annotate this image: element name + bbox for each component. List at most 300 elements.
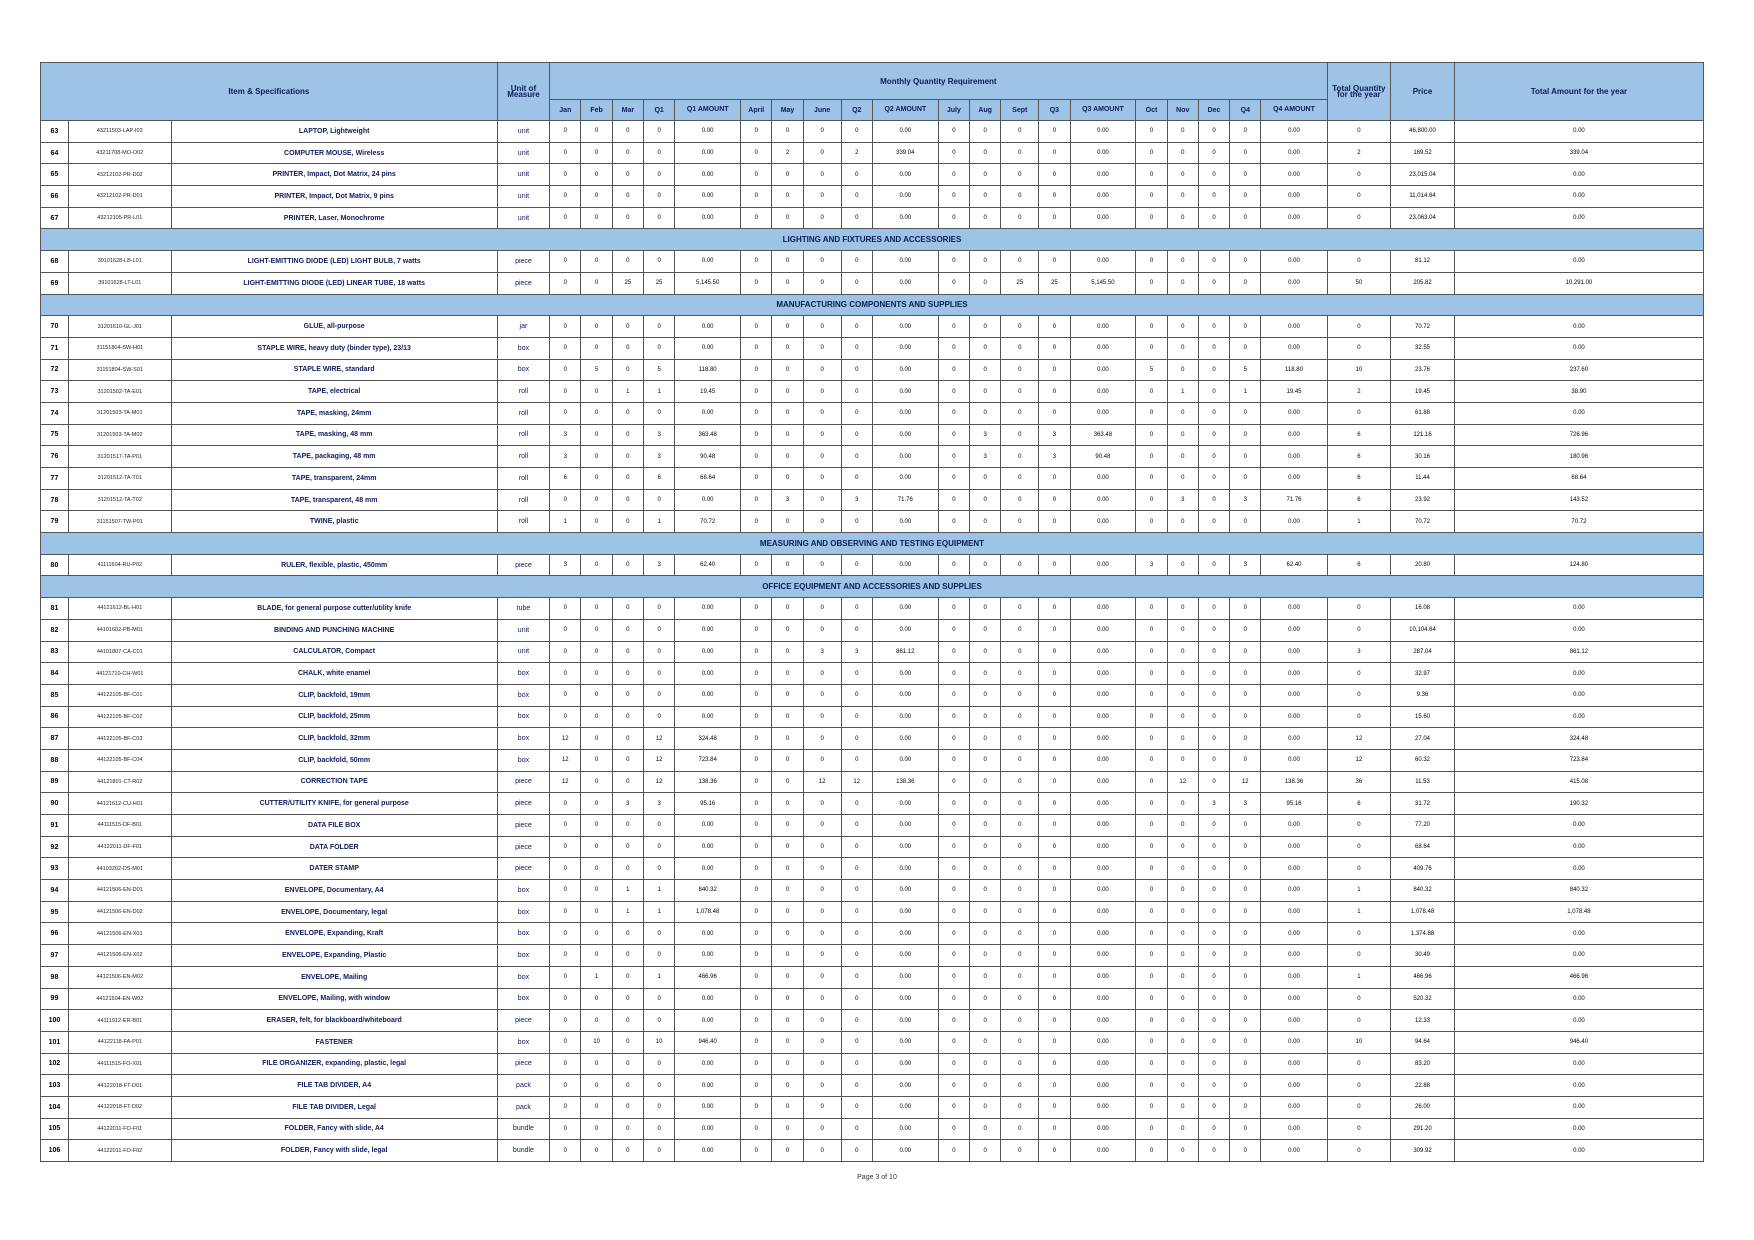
month-value: 0 [1230, 207, 1261, 229]
month-value: 0 [581, 272, 612, 294]
month-value: 0 [612, 706, 643, 728]
month-value: 0 [772, 966, 803, 988]
month-value: 0 [803, 598, 841, 620]
month-value: 0 [1167, 446, 1198, 468]
month-value: 0 [741, 468, 772, 490]
month-value: 0.00 [1070, 619, 1136, 641]
month-value: 0 [1136, 1031, 1167, 1053]
month-value: 0 [841, 381, 872, 403]
item-number: 101 [41, 1031, 69, 1053]
month-value: 0 [643, 619, 674, 641]
month-header-cell: July [938, 100, 969, 121]
total-quantity: 0 [1327, 684, 1391, 706]
month-value: 0 [1198, 468, 1229, 490]
month-header-cell: Aug [970, 100, 1001, 121]
category-row [41, 229, 1704, 251]
month-value: 0 [1136, 207, 1167, 229]
item-code: 44101807-CA-C01 [68, 641, 171, 663]
month-value: 0.00 [872, 511, 938, 533]
total-amount: 180.96 [1454, 446, 1703, 468]
month-value: 0 [581, 316, 612, 338]
item-number: 89 [41, 771, 69, 793]
month-value: 0 [741, 923, 772, 945]
table-row [41, 207, 1704, 229]
month-value: 0 [1136, 663, 1167, 685]
month-value: 0.00 [675, 619, 741, 641]
item-code: 44121801-CT-R02 [68, 771, 171, 793]
month-value: 0 [970, 619, 1001, 641]
month-value: 0.00 [1261, 316, 1327, 338]
month-value: 0 [741, 858, 772, 880]
month-value: 0 [1198, 880, 1229, 902]
month-value: 0 [841, 1140, 872, 1162]
item-unit: roll [497, 468, 549, 490]
item-number: 91 [41, 815, 69, 837]
item-code: 39101628-LT-L01 [68, 272, 171, 294]
month-value: 0 [841, 728, 872, 750]
month-value: 0 [1039, 142, 1070, 164]
month-value: 95.16 [1261, 793, 1327, 815]
month-value: 0 [1167, 1096, 1198, 1118]
month-value: 0 [581, 880, 612, 902]
month-value: 0 [1039, 880, 1070, 902]
month-value: 0.00 [1070, 251, 1136, 273]
month-value: 0 [550, 815, 581, 837]
month-value: 3 [1230, 489, 1261, 511]
month-value: 3 [643, 554, 674, 576]
month-value: 0 [803, 684, 841, 706]
month-value: 0.00 [1261, 511, 1327, 533]
month-value: 0.00 [1070, 1010, 1136, 1032]
item-unit: unit [497, 164, 549, 186]
total-amount: 38.90 [1454, 381, 1703, 403]
item-number: 64 [41, 142, 69, 164]
item-unit: tube [497, 598, 549, 620]
month-header-cell: May [772, 100, 803, 121]
month-value: 0 [1198, 749, 1229, 771]
month-header-cell: Sept [1001, 100, 1039, 121]
table-row [41, 424, 1704, 446]
month-value: 0.00 [1070, 316, 1136, 338]
month-value: 0 [1039, 1140, 1070, 1162]
month-value: 1 [550, 511, 581, 533]
month-value: 0.00 [872, 359, 938, 381]
month-value: 25 [643, 272, 674, 294]
procurement-table [40, 62, 1704, 1162]
month-value: 0 [581, 468, 612, 490]
item-code: 44122011-FO-F02 [68, 1140, 171, 1162]
item-description: CLIP, backfold, 32mm [171, 728, 497, 750]
month-value: 0 [1136, 272, 1167, 294]
month-value: 0 [550, 880, 581, 902]
month-value: 0 [803, 619, 841, 641]
month-value: 0 [643, 598, 674, 620]
month-value: 0 [741, 1140, 772, 1162]
month-value: 0 [1167, 164, 1198, 186]
month-value: 0 [1230, 1140, 1261, 1162]
total-quantity: 0 [1327, 923, 1391, 945]
total-amount: 0.00 [1454, 402, 1703, 424]
month-value: 0 [841, 1096, 872, 1118]
month-value: 0 [1001, 966, 1039, 988]
month-value: 0 [970, 381, 1001, 403]
unit-price: 23.76 [1391, 359, 1455, 381]
month-value: 0 [1136, 316, 1167, 338]
month-value: 3 [643, 793, 674, 815]
month-value: 0 [970, 684, 1001, 706]
item-number: 65 [41, 164, 69, 186]
month-value: 0 [772, 836, 803, 858]
month-value: 0 [1039, 251, 1070, 273]
month-value: 0 [741, 1075, 772, 1097]
month-value: 0 [841, 945, 872, 967]
month-value: 0 [1167, 793, 1198, 815]
month-value: 0 [1136, 142, 1167, 164]
month-value: 0 [1136, 446, 1167, 468]
total-amount: 0.00 [1454, 1010, 1703, 1032]
month-value: 0 [741, 1053, 772, 1075]
month-value: 0 [938, 728, 969, 750]
item-description: PRINTER, Laser, Monochrome [171, 207, 497, 229]
unit-price: 83.20 [1391, 1053, 1455, 1075]
item-description: DATER STAMP [171, 858, 497, 880]
month-header-cell: Jan [550, 100, 581, 121]
month-value: 0.00 [872, 966, 938, 988]
month-header-cell: Q1 [643, 100, 674, 121]
month-value: 90.48 [675, 446, 741, 468]
month-value: 0.00 [1070, 641, 1136, 663]
month-value: 0.00 [675, 489, 741, 511]
month-value: 0 [803, 728, 841, 750]
month-value: 0 [741, 1010, 772, 1032]
month-value: 0 [1001, 598, 1039, 620]
month-value: 0 [970, 511, 1001, 533]
unit-price: 309.92 [1391, 1140, 1455, 1162]
month-value: 0 [643, 121, 674, 143]
month-value: 0 [803, 793, 841, 815]
month-header-cell: Q3 AMOUNT [1070, 100, 1136, 121]
month-value: 0 [1198, 554, 1229, 576]
month-value: 3 [550, 424, 581, 446]
item-code: 44103202-DS-M01 [68, 858, 171, 880]
month-header-cell: Feb [581, 100, 612, 121]
month-value: 0 [1039, 381, 1070, 403]
month-value: 0 [772, 554, 803, 576]
month-value: 3 [1198, 793, 1229, 815]
month-header-cell: Q4 [1230, 100, 1261, 121]
month-value: 0 [841, 121, 872, 143]
month-value: 0 [1001, 793, 1039, 815]
total-amount: 0.00 [1454, 164, 1703, 186]
month-value: 0 [1039, 164, 1070, 186]
month-value: 0 [1198, 381, 1229, 403]
month-value: 0 [1039, 316, 1070, 338]
month-header-cell: Q2 AMOUNT [872, 100, 938, 121]
total-quantity: 0 [1327, 121, 1391, 143]
month-value: 0 [643, 142, 674, 164]
month-value: 0 [643, 858, 674, 880]
month-value: 0 [1167, 1140, 1198, 1162]
month-value: 0.00 [872, 164, 938, 186]
month-value: 0 [803, 511, 841, 533]
item-unit: box [497, 749, 549, 771]
month-value: 0 [1136, 1118, 1167, 1140]
month-value: 0 [1198, 164, 1229, 186]
month-value: 0 [741, 272, 772, 294]
table-row [41, 1010, 1704, 1032]
total-quantity: 0 [1327, 316, 1391, 338]
month-value: 5 [1136, 359, 1167, 381]
month-value: 0 [1230, 402, 1261, 424]
month-value: 0 [612, 1053, 643, 1075]
month-value: 0 [550, 988, 581, 1010]
total-quantity: 10 [1327, 1031, 1391, 1053]
month-value: 0.00 [1070, 1053, 1136, 1075]
item-code: 44111515-DF-B01 [68, 815, 171, 837]
item-description: TAPE, masking, 24mm [171, 402, 497, 424]
item-description: CLIP, backfold, 25mm [171, 706, 497, 728]
month-value: 0.00 [1070, 1075, 1136, 1097]
item-number: 82 [41, 619, 69, 641]
month-value: 0 [772, 402, 803, 424]
month-value: 0 [581, 424, 612, 446]
month-value: 0 [1136, 1053, 1167, 1075]
month-value: 0 [741, 1096, 772, 1118]
item-number: 90 [41, 793, 69, 815]
month-value: 0.00 [1261, 966, 1327, 988]
month-value: 10 [643, 1031, 674, 1053]
month-value: 0 [938, 1118, 969, 1140]
total-amount: 0.00 [1454, 815, 1703, 837]
month-value: 0.00 [675, 858, 741, 880]
month-value: 0 [938, 1075, 969, 1097]
month-value: 0 [1039, 1096, 1070, 1118]
month-value: 0 [1230, 706, 1261, 728]
item-code: 44121506-EN-D01 [68, 880, 171, 902]
month-value: 0 [612, 554, 643, 576]
month-value: 0 [1167, 836, 1198, 858]
unit-price: 81.12 [1391, 251, 1455, 273]
month-value: 0 [1198, 771, 1229, 793]
month-value: 0 [1136, 121, 1167, 143]
month-value: 3 [970, 446, 1001, 468]
month-value: 0 [803, 121, 841, 143]
month-value: 0 [1230, 1053, 1261, 1075]
month-value: 12 [841, 771, 872, 793]
month-value: 0 [772, 728, 803, 750]
month-header-cell: Mar [612, 100, 643, 121]
item-code: 44122105-BF-C02 [68, 706, 171, 728]
table-row [41, 381, 1704, 403]
month-value: 0.00 [675, 641, 741, 663]
month-value: 0 [1001, 1118, 1039, 1140]
month-value: 0.00 [1070, 359, 1136, 381]
month-value: 0 [1167, 728, 1198, 750]
month-value: 0 [803, 706, 841, 728]
unit-price: 46,800.00 [1391, 121, 1455, 143]
total-amount: 10,291.00 [1454, 272, 1703, 294]
month-header-cell: June [803, 100, 841, 121]
month-value: 0 [741, 771, 772, 793]
month-value: 0.00 [872, 402, 938, 424]
unit-price: 60.32 [1391, 749, 1455, 771]
month-value: 0 [1230, 663, 1261, 685]
month-value: 0.00 [1261, 121, 1327, 143]
month-value: 0 [1136, 880, 1167, 902]
month-value: 0 [803, 1053, 841, 1075]
item-number: 103 [41, 1075, 69, 1097]
month-value: 0 [612, 684, 643, 706]
month-value: 0.00 [675, 164, 741, 186]
month-value: 0 [1198, 1075, 1229, 1097]
total-quantity: 0 [1327, 858, 1391, 880]
month-value: 0 [841, 186, 872, 208]
month-value: 0 [970, 489, 1001, 511]
total-amount: 0.00 [1454, 945, 1703, 967]
item-code: 31201503-TA-M01 [68, 402, 171, 424]
month-value: 0 [841, 316, 872, 338]
item-number: 95 [41, 901, 69, 923]
item-unit: bundle [497, 1118, 549, 1140]
month-value: 95.16 [675, 793, 741, 815]
month-value: 0.00 [1261, 424, 1327, 446]
item-number: 96 [41, 923, 69, 945]
month-value: 3 [841, 489, 872, 511]
month-value: 0 [1136, 858, 1167, 880]
month-value: 0 [581, 706, 612, 728]
month-value: 0.00 [1261, 164, 1327, 186]
table-body [41, 121, 1704, 1162]
month-value: 0 [970, 1096, 1001, 1118]
item-unit: piece [497, 1053, 549, 1075]
month-value: 0.00 [1070, 1096, 1136, 1118]
month-value: 0 [741, 164, 772, 186]
month-value: 0 [550, 359, 581, 381]
month-value: 0 [550, 164, 581, 186]
month-value: 0 [741, 207, 772, 229]
table-row [41, 793, 1704, 815]
total-amount: 0.00 [1454, 1118, 1703, 1140]
month-value: 0 [581, 598, 612, 620]
month-value: 0 [741, 251, 772, 273]
item-number: 69 [41, 272, 69, 294]
month-value: 0 [741, 554, 772, 576]
item-code: 31201503-TA-M02 [68, 424, 171, 446]
item-unit: piece [497, 554, 549, 576]
month-value: 0 [1136, 684, 1167, 706]
month-value: 0 [938, 251, 969, 273]
month-value: 0 [741, 728, 772, 750]
month-value: 1 [643, 511, 674, 533]
month-value: 0 [1167, 207, 1198, 229]
total-amount: 143.52 [1454, 489, 1703, 511]
total-quantity: 0 [1327, 1118, 1391, 1140]
month-value: 0 [970, 880, 1001, 902]
month-value: 0.00 [1070, 706, 1136, 728]
month-value: 0 [1039, 706, 1070, 728]
item-number: 83 [41, 641, 69, 663]
month-value: 0 [1167, 272, 1198, 294]
month-value: 0.00 [1070, 966, 1136, 988]
table-row [41, 1031, 1704, 1053]
month-value: 0 [581, 554, 612, 576]
month-value: 0.00 [872, 749, 938, 771]
month-value: 1 [581, 966, 612, 988]
month-value: 0 [643, 684, 674, 706]
month-value: 0.00 [1070, 793, 1136, 815]
table-row [41, 489, 1704, 511]
month-value: 0.00 [872, 1053, 938, 1075]
month-value: 0 [772, 468, 803, 490]
month-value: 0 [1001, 337, 1039, 359]
month-value: 0 [1001, 359, 1039, 381]
total-amount: 466.96 [1454, 966, 1703, 988]
month-value: 0.00 [1261, 858, 1327, 880]
month-value: 70.72 [675, 511, 741, 533]
item-code: 44122105-BF-C04 [68, 749, 171, 771]
month-value: 0 [1136, 1096, 1167, 1118]
month-value: 0 [772, 619, 803, 641]
month-value: 0.00 [872, 381, 938, 403]
month-value: 0 [970, 121, 1001, 143]
table-row [41, 749, 1704, 771]
item-unit: piece [497, 251, 549, 273]
month-value: 0 [970, 468, 1001, 490]
total-quantity: 0 [1327, 988, 1391, 1010]
month-value: 0 [581, 1075, 612, 1097]
month-value: 0 [938, 901, 969, 923]
month-value: 0 [643, 207, 674, 229]
item-unit: box [497, 966, 549, 988]
item-unit: piece [497, 793, 549, 815]
total-amount: 723.84 [1454, 749, 1703, 771]
month-value: 0 [1039, 815, 1070, 837]
month-value: 0 [1198, 1118, 1229, 1140]
unit-price: 121.16 [1391, 424, 1455, 446]
month-value: 0 [581, 858, 612, 880]
month-value: 0 [1039, 684, 1070, 706]
month-value: 861.12 [872, 641, 938, 663]
month-value: 0 [741, 511, 772, 533]
item-code: 39101628-LB-L01 [68, 251, 171, 273]
month-value: 0 [1039, 771, 1070, 793]
month-value: 0 [1136, 489, 1167, 511]
month-value: 0.00 [1261, 706, 1327, 728]
month-value: 12 [550, 771, 581, 793]
month-value: 0 [1001, 186, 1039, 208]
month-value: 0.00 [675, 186, 741, 208]
month-value: 0 [1001, 815, 1039, 837]
item-number: 78 [41, 489, 69, 511]
month-value: 0 [643, 1140, 674, 1162]
month-value: 0.00 [1070, 1031, 1136, 1053]
item-description: TAPE, transparent, 48 mm [171, 489, 497, 511]
month-value: 0 [550, 684, 581, 706]
month-value: 0 [1167, 619, 1198, 641]
month-value: 0 [772, 771, 803, 793]
month-value: 12 [1167, 771, 1198, 793]
table-row [41, 316, 1704, 338]
item-code: 44122118-FA-P01 [68, 1031, 171, 1053]
month-value: 0 [841, 511, 872, 533]
month-value: 0 [938, 684, 969, 706]
month-value: 0 [938, 359, 969, 381]
month-value: 0 [643, 1010, 674, 1032]
month-value: 0.00 [1261, 142, 1327, 164]
month-value: 0 [970, 1053, 1001, 1075]
total-amount: 0.00 [1454, 706, 1703, 728]
month-value: 0.00 [872, 836, 938, 858]
